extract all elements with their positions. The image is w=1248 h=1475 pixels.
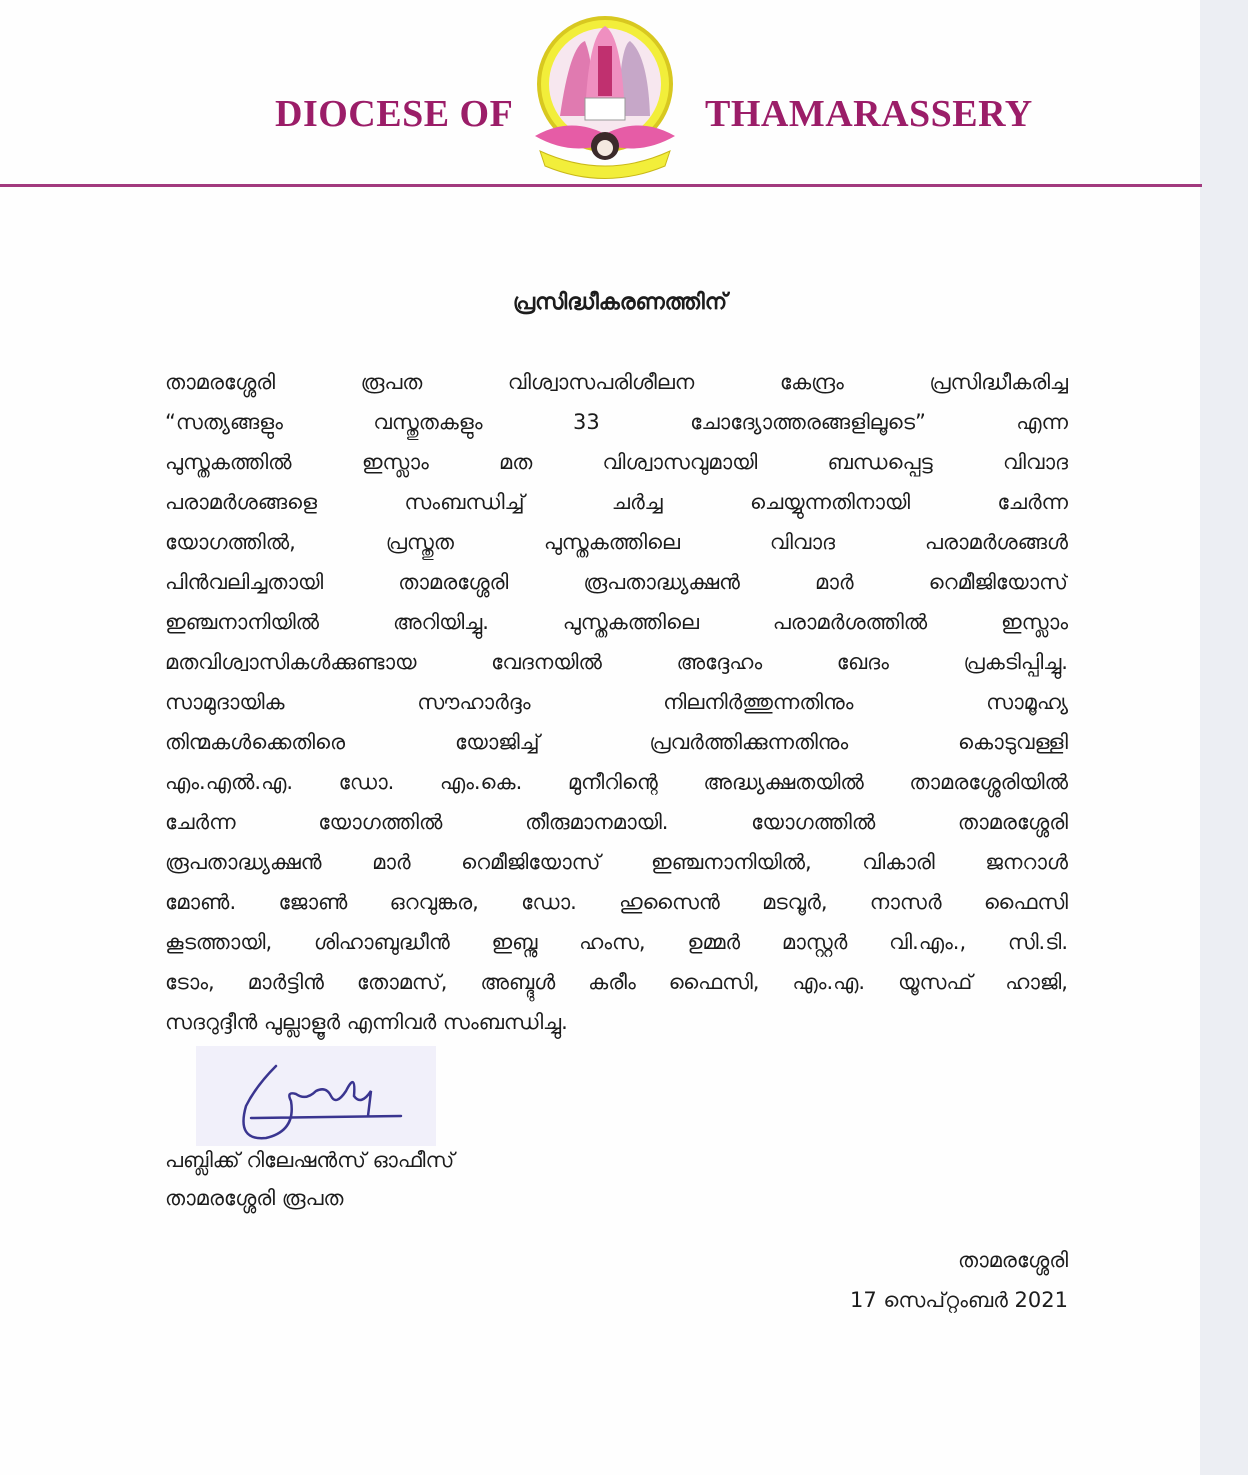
side-margin [1200,0,1248,1475]
body-line: പുസ്തകത്തിൽ ഇസ്ലാം മത വിശ്വാസവുമായി ബന്ധപ്പെട്ട വിവാദ [165,450,1068,474]
header-divider [0,184,1202,187]
diocese-name: താമരശ്ശേരി രൂപത [165,1186,344,1210]
header-left-text: DIOCESE OF [275,93,514,135]
body-line: ചേർന്ന യോഗത്തിൽ തീരുമാനമായി. യോഗത്തിൽ താമരശ്ശേരി [165,810,1068,834]
body-line: കൂടത്തായി, ശിഹാബുദ്ധീൻ ഇബ്നു ഹംസ, ഉമ്മർ മാസ്റ്റർ വി.എം., സി.ടി. [165,930,1068,954]
body-line: യോഗത്തിൽ, പ്രസ്തുത പുസ്തകത്തിലെ വിവാദ പരാമർശങ്ങൾ [165,530,1068,554]
date: 17 സെപ്റ്റംബർ 2021 [849,1288,1068,1312]
letter-body [165,362,1068,1042]
body-line: എം.എൽ.എ. ഡോ. എം.കെ. മുനീറിന്റെ അദ്ധ്യക്ഷതയിൽ താമരശ്ശേരിയിൽ [165,770,1068,794]
body-line: മോൺ. ജോൺ ഒറവുങ്കര, ഡോ. ഹുസൈൻ മടവൂർ, നാസർ ഫൈസി [165,890,1068,914]
body-line: സദറുദ്ദീൻ പുല്ലാളൂർ എന്നിവർ സംബന്ധിച്ചു. [165,1010,568,1034]
header-right-text: THAMARASSERY [705,93,1033,135]
body-line: ഇഞ്ചനാനിയിൽ അറിയിച്ചു. പുസ്തകത്തിലെ പരാമർശത്തിൽ ഇസ്ലാം [165,610,1068,634]
body-line: തിന്മകൾക്കെതിരെ യോജിച്ച് പ്രവർത്തിക്കുന്നതിനും കൊടുവള്ളി [165,730,1068,754]
body-line: താമരശ്ശേരി രൂപത വിശ്വാസപരിശീലന കേന്ദ്രം പ്രസിദ്ധീകരിച്ച [165,370,1068,394]
body-line: പരാമർശങ്ങളെ സംബന്ധിച്ച് ചർച്ച ചെയ്യുന്നതിനായി ചേർന്ന [165,490,1068,514]
body-line: പിൻവലിച്ചതായി താമരശ്ശേരി രൂപതാദ്ധ്യക്ഷൻ മാർ റെമീജിയോസ് [165,570,1068,594]
body-line: ടോം, മാർട്ടിൻ തോമസ്, അബ്ദുൾ കരീം ഫൈസി, എം.എ. യൂസഫ് ഹാജി, [165,970,1068,994]
document-title: പ്രസിദ്ധീകരണത്തിന് [512,290,728,315]
diocese-logo [530,6,680,182]
body-line: സാമുദായിക സൗഹാർദ്ദം നിലനിർത്തുന്നതിനും സാമൂഹ്യ [165,690,1068,714]
body-line: രൂപതാദ്ധ്യക്ഷൻ മാർ റെമീജിയോസ് ഇഞ്ചനാനിയിൽ, വികാരി ജനറാൾ [165,850,1068,874]
signature [196,1046,436,1146]
office-name: പബ്ലിക്ക് റിലേഷൻസ് ഓഫീസ് [165,1148,455,1172]
place: താമരശ്ശേരി [957,1248,1068,1272]
body-line: മതവിശ്വാസികൾക്കുണ്ടായ വേദനയിൽ അദ്ദേഹം ഖേദം പ്രകടിപ്പിച്ചു. [165,650,1068,674]
body-line: “സത്യങ്ങളും വസ്തുതകളും 33 ചോദ്യോത്തരങ്ങളിലൂടെ” എന്ന [165,410,1068,434]
